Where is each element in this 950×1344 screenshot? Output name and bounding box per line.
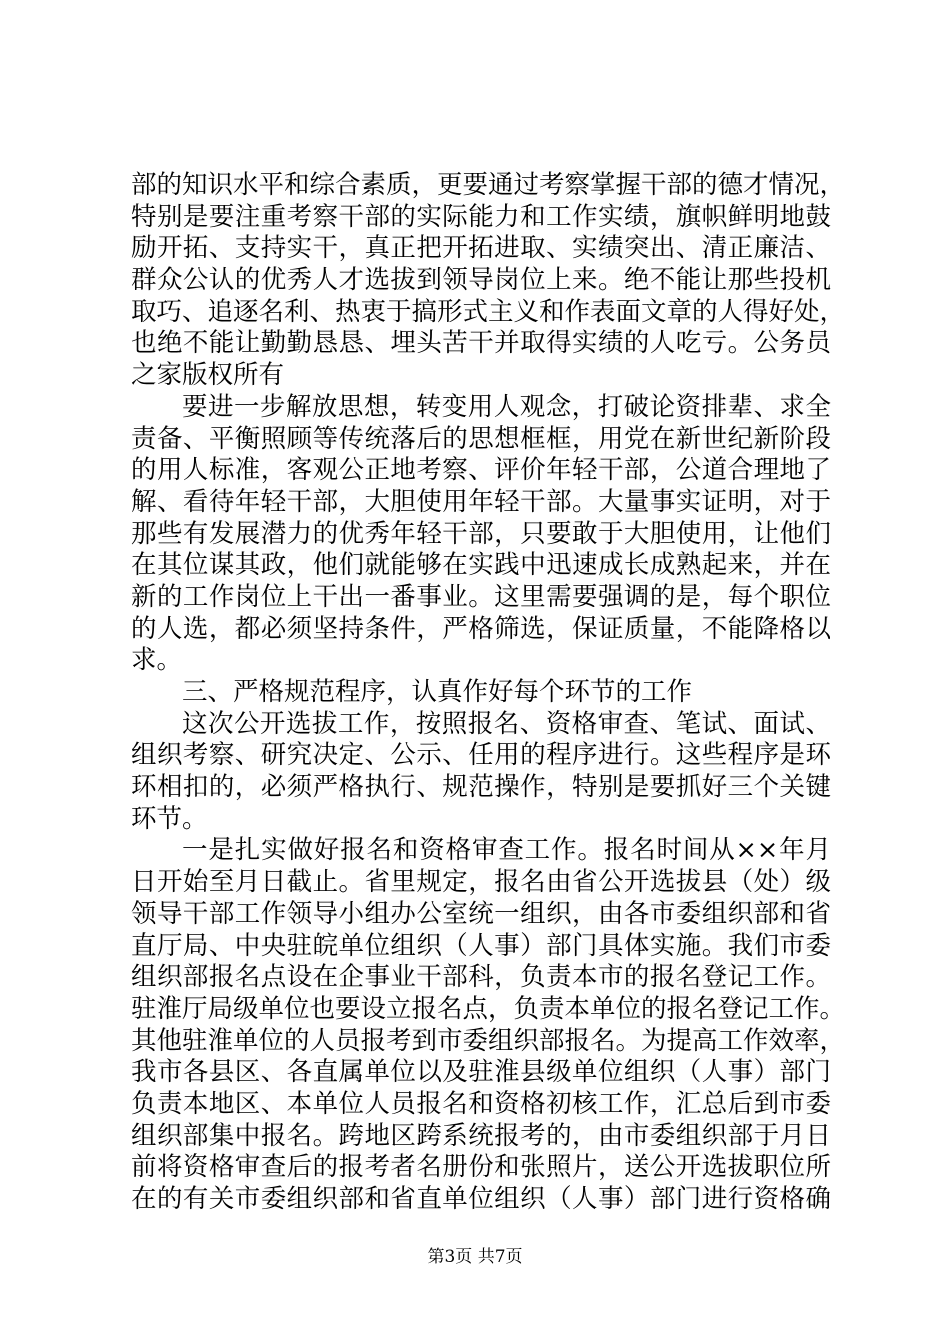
text-line: 领导干部工作领导小组办公室统一组织，由各市委组织部和省 (131, 898, 831, 929)
text-line: 的人选，都必须坚持条件，严格筛选，保证质量，不能降格以 (131, 613, 831, 644)
text-line: 解、看待年轻干部，大胆使用年轻干部。大量事实证明，对于 (131, 486, 831, 517)
text-line: 群众公认的优秀人才选拔到领导岗位上来。绝不能让那些投机 (131, 265, 831, 296)
text-line: 环相扣的，必须严格执行、规范操作，特别是要抓好三个关键 (131, 772, 831, 803)
text-line: 一是扎实做好报名和资格审查工作。报名时间从××年月 (182, 835, 831, 866)
text-line: 其他驻淮单位的人员报考到市委组织部报名。为提高工作效率， (131, 1025, 846, 1056)
text-line: 要进一步解放思想，转变用人观念，打破论资排辈、求全 (182, 391, 831, 422)
text-line: 我市各县区、各直属单位以及驻淮县级单位组织（人事）部门 (131, 1057, 831, 1088)
text-line: 之家版权所有 (131, 360, 285, 391)
text-line: 驻淮厅局级单位也要设立报名点，负责本单位的报名登记工作。 (131, 993, 846, 1024)
text-line: 特别是要注重考察干部的实际能力和工作实绩，旗帜鲜明地鼓 (131, 201, 831, 232)
text-line: 也绝不能让勤勤恳恳、埋头苦干并取得实绩的人吃亏。公务员 (131, 328, 831, 359)
text-line: 那些有发展潜力的优秀年轻干部，只要敢于大胆使用，让他们 (131, 518, 831, 549)
document-body (131, 170, 846, 1216)
text-line: 新的工作岗位上干出一番事业。这里需要强调的是，每个职位 (131, 581, 831, 612)
text-line: 组织部集中报名。跨地区跨系统报考的，由市委组织部于月日 (131, 1120, 831, 1151)
text-line: 直厅局、中央驻皖单位组织（人事）部门具体实施。我们市委 (131, 930, 831, 961)
text-line: 环节。 (131, 803, 208, 834)
text-line: 日开始至月日截止。省里规定，报名由省公开选拔县（处）级 (131, 867, 831, 898)
text-line: 责备、平衡照顾等传统落后的思想框框，用党在新世纪新阶段 (131, 423, 831, 454)
text-line: 取巧、追逐名利、热衷于搞形式主义和作表面文章的人得好处， (131, 296, 846, 327)
page-footer: 第3页 共7页 (427, 1247, 523, 1267)
text-line: 组织部报名点设在企事业干部科，负责本市的报名登记工作。 (131, 962, 831, 993)
text-line: 的用人标准，客观公正地考察、评价年轻干部，公道合理地了 (131, 455, 831, 486)
text-line: 这次公开选拔工作，按照报名、资格审查、笔试、面试、 (182, 708, 831, 739)
text-line: 三、严格规范程序，认真作好每个环节的工作 (182, 677, 693, 707)
text-line: 求。 (131, 645, 183, 676)
text-line: 在其位谋其政，他们就能够在实践中迅速成长成熟起来，并在 (131, 550, 831, 581)
text-line: 部的知识水平和综合素质，更要通过考察掌握干部的德才情况， (131, 170, 846, 200)
text-line: 励开拓、支持实干，真正把开拓进取、实绩突出、清正廉洁、 (131, 233, 831, 264)
text-line: 负责本地区、本单位人员报名和资格初核工作，汇总后到市委 (131, 1088, 831, 1119)
text-line: 前将资格审查后的报考者名册份和张照片，送公开选拔职位所 (131, 1152, 831, 1183)
text-line: 组织考察、研究决定、公示、任用的程序进行。这些程序是环 (131, 740, 831, 771)
text-line: 在的有关市委组织部和省直单位组织（人事）部门进行资格确 (131, 1184, 831, 1214)
